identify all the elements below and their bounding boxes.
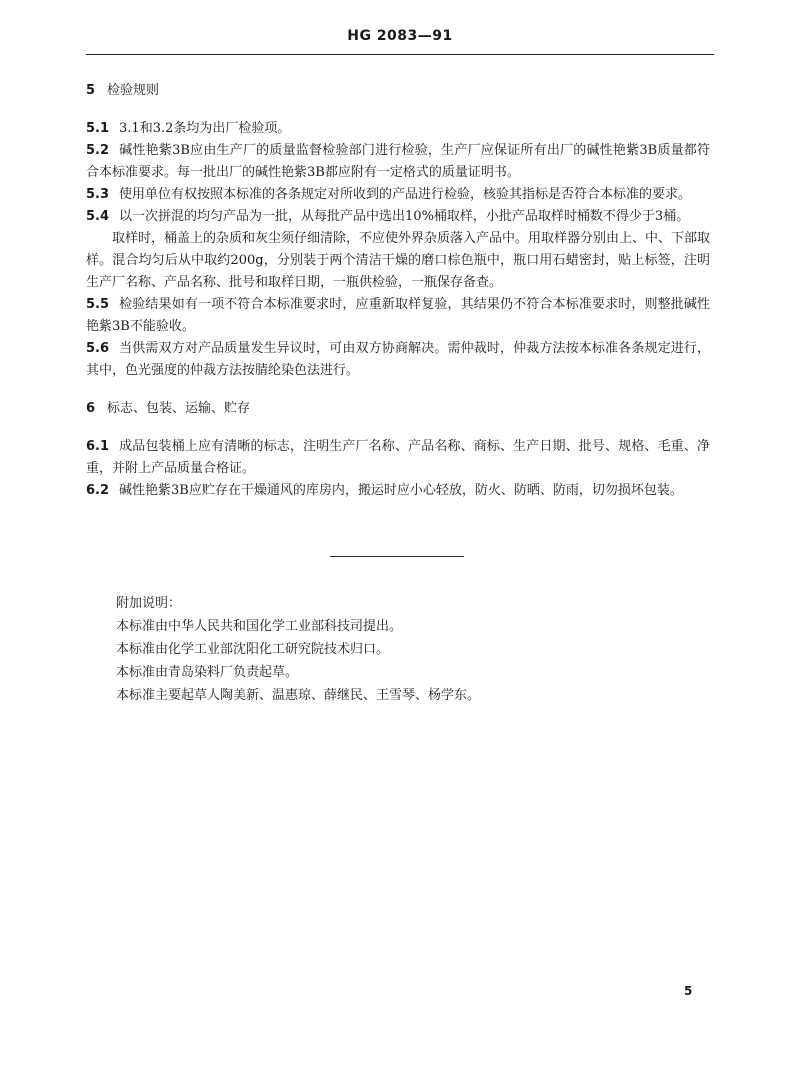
clause-text: 检验结果如有一项不符合本标准要求时，应重新取样复验，其结果仍不符合本标准要求时，则整批碱性艳紫3B不能验收。 bbox=[86, 297, 710, 334]
document-code-header: HG 2083—91 bbox=[347, 28, 453, 44]
notes-line-drafters: 本标准主要起草人陶美新、温惠琼、薛继民、王雪琴、杨学东。 bbox=[116, 688, 481, 703]
clause-number: 5.4 bbox=[86, 209, 110, 224]
clause-text: 碱性艳紫3B应由生产厂的质量监督检验部门进行检验，生产厂应保证所有出厂的碱性艳紫3B质量都符合本标准要求。每一批出厂的碱性艳紫3B都应附有一定格式的质量证明书。 bbox=[86, 143, 710, 180]
clause-text: 成品包装桶上应有清晰的标志，注明生产厂名称、产品名称、商标、生产日期、批号、规格、毛重、净重，并附上产品质量合格证。 bbox=[86, 439, 710, 476]
section-title: 标志、包装、运输、贮存 bbox=[107, 401, 251, 416]
clause-5-4 bbox=[86, 206, 710, 228]
section-5-heading bbox=[86, 80, 710, 102]
header-rule bbox=[86, 54, 714, 55]
clause-text: 当供需双方对产品质量发生异议时，可由双方协商解决。需仲裁时，仲裁方法按本标准各条规定进行，其中，色光强度的仲裁方法按腈纶染色法进行。 bbox=[86, 341, 710, 378]
clause-number: 6.2 bbox=[86, 483, 110, 498]
clause-number: 6.1 bbox=[86, 439, 110, 454]
clause-text: 以一次拼混的均匀产品为一批，从每批产品中选出10%桶取样，小批产品取样时桶数不得少于3桶。 bbox=[119, 209, 690, 224]
clause-number: 5.6 bbox=[86, 341, 110, 356]
clause-5-5 bbox=[86, 294, 710, 338]
additional-notes bbox=[116, 592, 696, 707]
clause-number: 5.1 bbox=[86, 121, 110, 136]
notes-line-drafting-unit: 本标准由青岛染料厂负责起草。 bbox=[116, 665, 299, 680]
page-number: 5 bbox=[684, 984, 693, 998]
clause-number: 5.5 bbox=[86, 297, 110, 312]
clause-text: 碱性艳紫3B应贮存在干燥通风的库房内，搬运时应小心轻放，防火、防晒、防雨，切勿损坏包装。 bbox=[119, 483, 683, 498]
clause-number: 5.3 bbox=[86, 187, 110, 202]
clause-5-2 bbox=[86, 140, 710, 184]
clause-text: 使用单位有权按照本标准的各条规定对所收到的产品进行检验，核验其指标是否符合本标准的要求。 bbox=[119, 187, 692, 202]
clause-6-2 bbox=[86, 480, 710, 502]
clause-5-1 bbox=[86, 118, 710, 140]
notes-line-responsible-unit: 本标准由化学工业部沈阳化工研究院技术归口。 bbox=[116, 642, 390, 657]
notes-title: 附加说明： bbox=[116, 596, 182, 611]
clause-6-1 bbox=[86, 436, 710, 480]
section-number: 5 bbox=[86, 83, 96, 98]
clause-number: 5.2 bbox=[86, 143, 110, 158]
end-separator-rule bbox=[330, 556, 464, 557]
main-content bbox=[86, 80, 710, 502]
notes-line-proposer: 本标准由中华人民共和国化学工业部科技司提出。 bbox=[116, 619, 403, 634]
clause-text: 3.1和3.2条均为出厂检验项。 bbox=[119, 121, 291, 136]
section-number: 6 bbox=[86, 401, 96, 416]
clause-5-6 bbox=[86, 338, 710, 382]
section-6-heading bbox=[86, 398, 710, 420]
clause-5-4-sampling-paragraph: 取样时，桶盖上的杂质和灰尘须仔细清除，不应使外界杂质落入产品中。用取样器分别由上、中、下部取样。混合均匀后从中取约200g，分别装于两个清洁干燥的磨口棕色瓶中，瓶口用石蜡密封，贴上标签，注明生产厂名称、产品名称、批号和取样日期，一瓶供检验，一瓶保存备查。 bbox=[86, 231, 711, 290]
section-title: 检验规则 bbox=[107, 83, 160, 98]
clause-5-3 bbox=[86, 184, 710, 206]
